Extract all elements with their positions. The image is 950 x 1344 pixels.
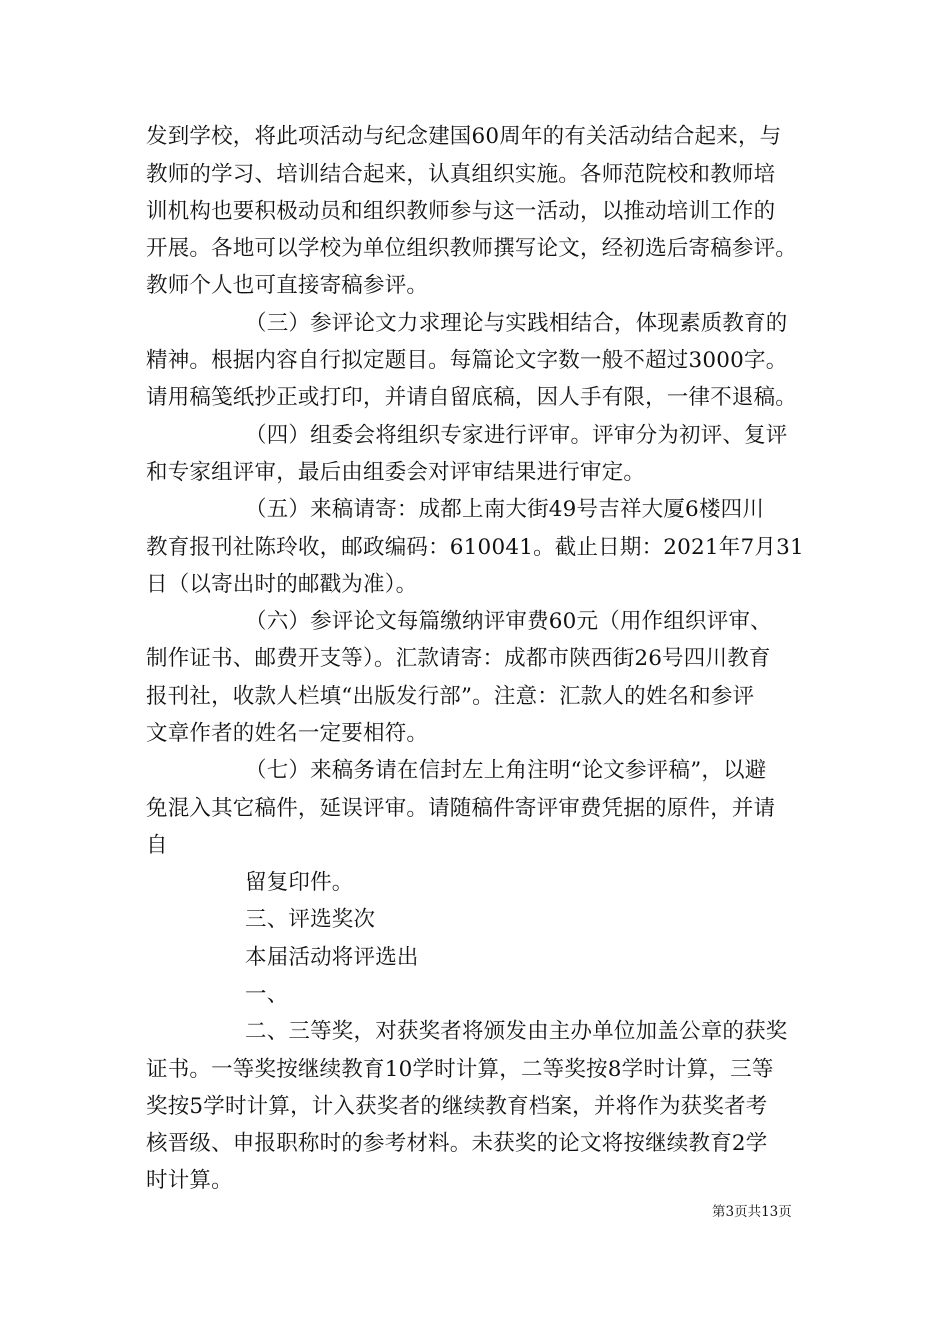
indented-line: 留复印件。 bbox=[245, 870, 354, 895]
paragraph-start-line: （四）组委会将组织专家进行评审。评审分为初评、复评 bbox=[245, 423, 788, 448]
text-line: 教师的学习、培训结合起来，认真组织实施。各师范院校和教师培 bbox=[146, 162, 776, 187]
section-heading: 三、评选奖次 bbox=[245, 907, 376, 932]
text-line: 核晋级、申报职称时的参考材料。未获奖的论文将按继续教育2学 bbox=[146, 1131, 768, 1156]
text-line: 免混入其它稿件，延误评审。请随稿件寄评审费凭据的原件，并请 bbox=[146, 796, 776, 821]
text-line: 教育报刊社陈玲收，邮政编码：610041。截止日期：2021年7月31 bbox=[146, 535, 804, 560]
paragraph-start-line: （三）参评论文力求理论与实践相结合，体现素质教育的 bbox=[245, 311, 788, 336]
text-line: 证书。一等奖按继续教育10学时计算，二等奖按8学时计算，三等 bbox=[146, 1057, 774, 1082]
indented-line: 一、 bbox=[245, 982, 289, 1007]
text-line: 教师个人也可直接寄稿参评。 bbox=[146, 273, 429, 298]
text-line: 文章作者的姓名一定要相符。 bbox=[146, 721, 429, 746]
text-line: 日（以寄出时的邮戳为准）。 bbox=[146, 572, 418, 597]
text-line: 自 bbox=[146, 833, 168, 858]
text-line: 精神。根据内容自行拟定题目。每篇论文字数一般不超过3000字。 bbox=[146, 348, 788, 373]
paragraph-start-line: 二、三等奖，对获奖者将颁发由主办单位加盖公章的获奖 bbox=[245, 1019, 788, 1044]
paragraph-start-line: （七）来稿务请在信封左上角注明“论文参评稿”，以避 bbox=[245, 758, 767, 783]
text-line: 奖按5学时计算，计入获奖者的继续教育档案，并将作为获奖者考 bbox=[146, 1094, 768, 1119]
indented-line: 本届活动将评选出 bbox=[245, 945, 419, 970]
text-line: 开展。各地可以学校为单位组织教师撰写论文，经初选后寄稿参评。 bbox=[146, 236, 798, 261]
text-line: 制作证书、邮费开支等）。汇款请寄：成都市陕西街26号四川教育 bbox=[146, 646, 771, 671]
text-line: 和专家组评审，最后由组委会对评审结果进行审定。 bbox=[146, 460, 646, 485]
text-line: 报刊社，收款人栏填“出版发行部”。注意：汇款人的姓名和参评 bbox=[146, 684, 755, 709]
text-line: 请用稿笺纸抄正或打印，并请自留底稿，因人手有限，一律不退稿。 bbox=[146, 385, 798, 410]
text-line: 时计算。 bbox=[146, 1168, 233, 1193]
paragraph-start-line: （六）参评论文每篇缴纳评审费60元（用作组织评审、 bbox=[245, 609, 772, 634]
paragraph-start-line: （五）来稿请寄：成都上南大街49号吉祥大厦6楼四川 bbox=[245, 497, 765, 522]
text-line: 发到学校，将此项活动与纪念建国60周年的有关活动结合起来，与 bbox=[146, 124, 782, 149]
text-line: 训机构也要积极动员和组织教师参与这一活动，以推动培训工作的 bbox=[146, 199, 776, 224]
page-number-footer: 第3页共13页 bbox=[712, 1204, 792, 1220]
